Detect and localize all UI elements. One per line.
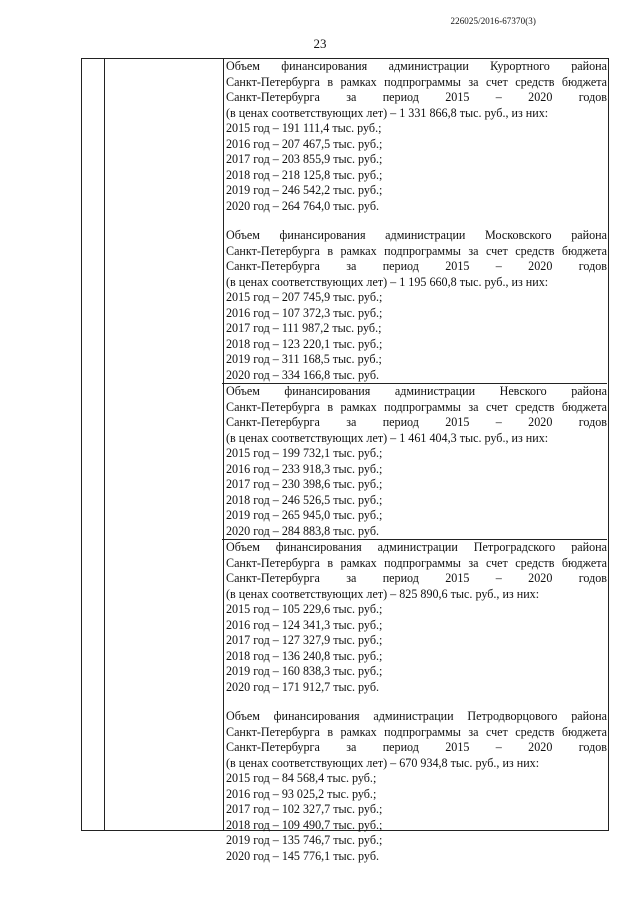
intro-line: Санкт-Петербурга за период 2015 – 2020 годов <box>226 740 607 754</box>
year-line: 2019 год – 311 168,5 тыс. руб.; <box>226 352 382 366</box>
year-line: 2016 год – 93 025,2 тыс. руб.; <box>226 786 377 801</box>
year-line: 2017 год – 203 855,9 тыс. руб.; <box>226 152 383 166</box>
year-line: 2015 год – 191 111,4 тыс. руб.; <box>226 121 382 135</box>
year-line: 2017 год – 102 327,7 тыс. руб.; <box>226 802 383 816</box>
year-line: 2017 год – 230 398,6 тыс. руб.; <box>226 477 383 491</box>
year-line: 2020 год – 334 166,8 тыс. руб. <box>226 367 379 382</box>
year-line: 2020 год – 284 883,8 тыс. руб. <box>226 523 379 538</box>
year-line: 2019 год – 265 945,0 тыс. руб.; <box>226 508 383 522</box>
year-line: 2018 год – 109 490,7 тыс. руб.; <box>226 817 383 832</box>
funding-block-moskovsky <box>226 228 607 383</box>
year-line: 2015 год – 207 745,9 тыс. руб.; <box>226 290 383 304</box>
year-line: 2017 год – 127 327,9 тыс. руб.; <box>226 633 383 647</box>
total-line: (в ценах соответствующих лет) – 670 934,8 тыс. руб., из них: <box>226 755 540 770</box>
year-line: 2018 год – 123 220,1 тыс. руб.; <box>226 336 383 351</box>
intro-line: Объем финансирования администрации Петроградского района <box>226 540 607 554</box>
intro-line: Санкт-Петербурга в рамках подпрограммы за счет средств бюджета <box>226 399 607 414</box>
intro-line: Санкт-Петербурга в рамках подпрограммы за счет средств бюджета <box>226 74 607 89</box>
year-line: 2019 год – 135 746,7 тыс. руб.; <box>226 833 383 847</box>
intro-line: Объем финансирования администрации Курортного района <box>226 59 607 73</box>
intro-line: Санкт-Петербурга в рамках подпрограммы за счет средств бюджета <box>226 555 607 570</box>
year-line: 2016 год – 124 341,3 тыс. руб.; <box>226 617 383 632</box>
intro-line: Объем финансирования администрации Невского района <box>226 384 607 398</box>
total-line: (в ценах соответствующих лет) – 1 195 660,8 тыс. руб., из них: <box>226 274 549 289</box>
funding-block-kurortny <box>226 59 607 228</box>
funding-block-petrodvortsovy <box>226 709 607 864</box>
intro-line: Объем финансирования администрации Московского района <box>226 228 607 242</box>
year-line: 2016 год – 107 372,3 тыс. руб.; <box>226 305 383 320</box>
intro-line: Санкт-Петербурга за период 2015 – 2020 годов <box>226 571 607 585</box>
total-line: (в ценах соответствующих лет) – 825 890,6 тыс. руб., из них: <box>226 586 540 601</box>
intro-line: Объем финансирования администрации Петродворцового района <box>226 709 607 723</box>
funding-block-petrogradsky <box>222 539 607 709</box>
year-line: 2015 год – 84 568,4 тыс. руб.; <box>226 771 377 785</box>
year-line: 2017 год – 111 987,2 тыс. руб.; <box>226 321 382 335</box>
intro-line: Санкт-Петербурга в рамках подпрограммы за счет средств бюджета <box>226 724 607 739</box>
total-line: (в ценах соответствующих лет) – 1 331 866,8 тыс. руб., из них: <box>226 105 549 120</box>
year-line: 2018 год – 136 240,8 тыс. руб.; <box>226 648 383 663</box>
column-divider-1 <box>104 59 105 830</box>
total-line: (в ценах соответствующих лет) – 1 461 404,3 тыс. руб., из них: <box>226 430 549 445</box>
document-id: 226025/2016-67370(3) <box>450 16 536 26</box>
year-line: 2015 год – 199 732,1 тыс. руб.; <box>226 446 383 460</box>
intro-line: Санкт-Петербурга за период 2015 – 2020 годов <box>226 259 607 273</box>
year-line: 2019 год – 246 542,2 тыс. руб.; <box>226 183 383 197</box>
page-number: 23 <box>313 36 327 51</box>
year-line: 2018 год – 246 526,5 тыс. руб.; <box>226 492 383 507</box>
intro-line: Санкт-Петербурга за период 2015 – 2020 годов <box>226 90 607 104</box>
funding-block-nevsky <box>222 383 607 539</box>
year-line: 2016 год – 233 918,3 тыс. руб.; <box>226 461 383 476</box>
year-line: 2020 год – 264 764,0 тыс. руб. <box>226 198 379 213</box>
intro-line: Санкт-Петербурга за период 2015 – 2020 годов <box>226 415 607 429</box>
year-line: 2015 год – 105 229,6 тыс. руб.; <box>226 602 383 616</box>
year-line: 2020 год – 171 912,7 тыс. руб. <box>226 679 379 694</box>
year-line: 2020 год – 145 776,1 тыс. руб. <box>226 848 379 863</box>
intro-line: Санкт-Петербурга в рамках подпрограммы за счет средств бюджета <box>226 243 607 258</box>
year-line: 2019 год – 160 838,3 тыс. руб.; <box>226 664 383 678</box>
table-content-column <box>226 59 607 864</box>
year-line: 2016 год – 207 467,5 тыс. руб.; <box>226 136 383 151</box>
year-line: 2018 год – 218 125,8 тыс. руб.; <box>226 167 383 182</box>
